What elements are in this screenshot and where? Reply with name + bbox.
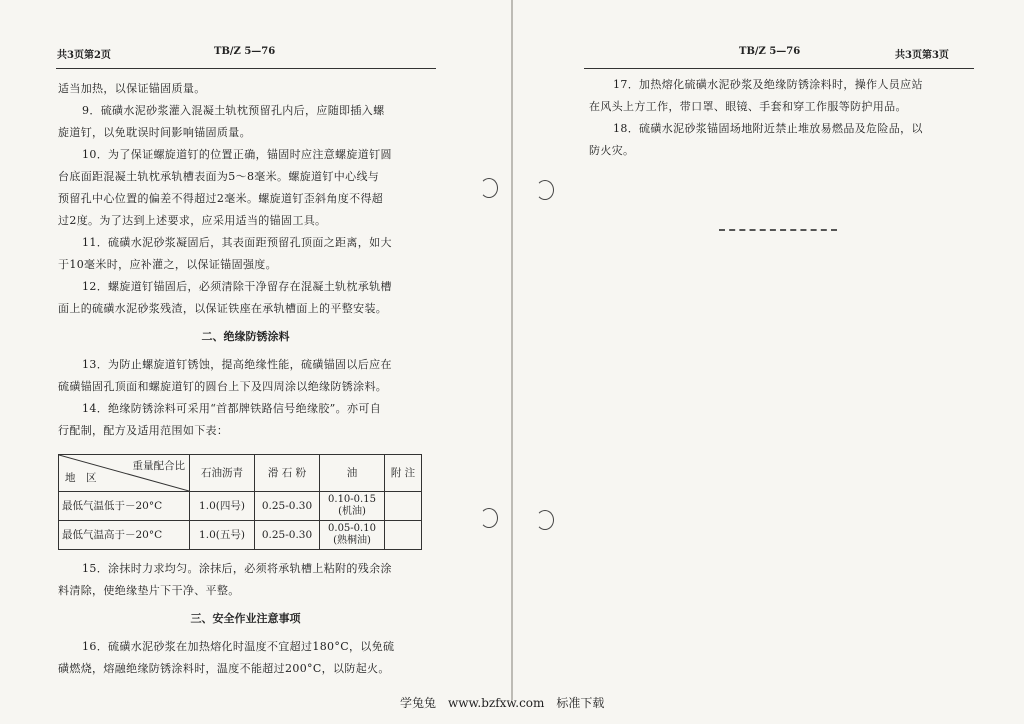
section-3-text (58, 636, 433, 680)
text-line: 面上的硫磺水泥砂浆残渣，以保证铁座在承轨槽面上的平整安装。 (58, 302, 388, 315)
section-3-text-continued (589, 74, 977, 162)
oil-type: (熟桐油) (333, 535, 371, 546)
header-oil: 油 (320, 455, 385, 492)
text-line: 14．绝缘防锈涂料可采用“首都牌铁路信号绝缘胶”。亦可自 (82, 402, 382, 415)
corner-top-label: 重量配合比 (132, 460, 185, 472)
coating-formula-table (58, 454, 422, 550)
binding-hole-mark (480, 508, 498, 528)
right-page-body (589, 74, 977, 162)
row-asphalt: 1.0(五号) (190, 521, 255, 550)
row-region: 最低气温低于－20°C (59, 492, 190, 521)
row-oil (320, 521, 385, 550)
text-line: 9．硫磺水泥砂浆灌入混凝土轨枕预留孔内后，应随即插入螺 (82, 104, 385, 117)
section-1-continued (58, 78, 433, 320)
end-of-document-rule (719, 229, 837, 231)
table-header-row (59, 455, 422, 492)
left-standard-code: TB/Z 5—76 (214, 46, 276, 57)
right-page (514, 0, 1024, 724)
row-talc: 0.25-0.30 (255, 521, 320, 550)
text-line: 料清除，使绝缘垫片下干净、平整。 (58, 584, 240, 597)
row-region: 最低气温高于－20°C (59, 521, 190, 550)
binding-hole-mark (536, 510, 554, 530)
left-page-body (58, 78, 433, 680)
text-line: 过2度。为了达到上述要求，应采用适当的锚固工具。 (58, 214, 327, 227)
text-line: 旋道钉，以免耽误时间影响锚固质量。 (58, 126, 251, 139)
binding-hole-mark (480, 178, 498, 198)
row-note (385, 492, 422, 521)
text-line: 防火灾。 (589, 144, 635, 157)
left-page-number: 共3页第2页 (57, 50, 111, 61)
header-note: 附 注 (385, 455, 422, 492)
table-row (59, 492, 422, 521)
section-2-heading: 二、绝缘防锈涂料 (201, 330, 290, 343)
watermark-footer: 学兔兔 www.bzfxw.com 标准下载 (400, 696, 605, 710)
row-talc: 0.25-0.30 (255, 492, 320, 521)
left-header-rule (56, 68, 436, 69)
header-talc: 滑 石 粉 (255, 455, 320, 492)
text-line: 行配制，配方及适用范围如下表： (58, 424, 229, 437)
text-line: 15．涂抹时力求均匀。涂抹后，必须将承轨槽上粘附的残余涂 (82, 562, 392, 575)
table-corner-cell (59, 455, 190, 492)
text-line: 18．硫磺水泥砂浆锚固场地附近禁止堆放易燃品及危险品，以 (613, 122, 923, 135)
text-line: 16．硫磺水泥砂浆在加热熔化时温度不宜超过180°C，以免硫 (82, 640, 395, 653)
oil-type: (机油) (338, 506, 366, 517)
text-line: 12．螺旋道钉锚固后，必须清除干净留存在混凝土轨枕承轨槽 (82, 280, 392, 293)
header-asphalt: 石油沥青 (190, 455, 255, 492)
section-2-text-continued (58, 558, 433, 602)
text-line: 预留孔中心位置的偏差不得超过2毫米。螺旋道钉歪斜角度不得超 (58, 192, 384, 205)
text-line: 磺燃烧，熔融绝缘防锈涂料时，温度不能超过200°C，以防起火。 (58, 662, 390, 675)
row-oil (320, 492, 385, 521)
oil-value: 0.05-0.10 (328, 523, 376, 534)
text-line: 于10毫米时，应补灌之，以保证锚固强度。 (58, 258, 277, 271)
row-asphalt: 1.0(四号) (190, 492, 255, 521)
table-row (59, 521, 422, 550)
section-2-text (58, 354, 433, 442)
text-line: 13．为防止螺旋道钉锈蚀，提高绝缘性能，硫磺锚固以后应在 (82, 358, 392, 371)
oil-value: 0.10-0.15 (328, 494, 376, 505)
text-line: 17．加热熔化硫磺水泥砂浆及绝缘防锈涂料时，操作人员应站 (613, 78, 923, 91)
right-page-number: 共3页第3页 (895, 50, 949, 61)
text-line: 11．硫磺水泥砂浆凝固后，其表面距预留孔顶面之距离，如大 (82, 236, 392, 249)
section-3-heading: 三、安全作业注意事项 (190, 612, 301, 625)
right-standard-code: TB/Z 5—76 (739, 46, 801, 57)
text-line: 适当加热，以保证锚固质量。 (58, 82, 206, 95)
text-line: 台底面距混凝土轨枕承轨槽表面为5～8毫米。螺旋道钉中心线与 (58, 170, 380, 183)
corner-bottom-label: 地 区 (65, 472, 97, 484)
row-note (385, 521, 422, 550)
page-fold-line (511, 0, 513, 700)
text-line: 硫磺锚固孔顶面和螺旋道钉的圆台上下及四周涂以绝缘防锈涂料。 (58, 380, 388, 393)
text-line: 10．为了保证螺旋道钉的位置正确，锚固时应注意螺旋道钉圆 (82, 148, 392, 161)
binding-hole-mark (536, 180, 554, 200)
right-header-rule (584, 68, 974, 69)
text-line: 在风头上方工作，带口罩、眼镜、手套和穿工作服等防护用品。 (589, 100, 907, 113)
